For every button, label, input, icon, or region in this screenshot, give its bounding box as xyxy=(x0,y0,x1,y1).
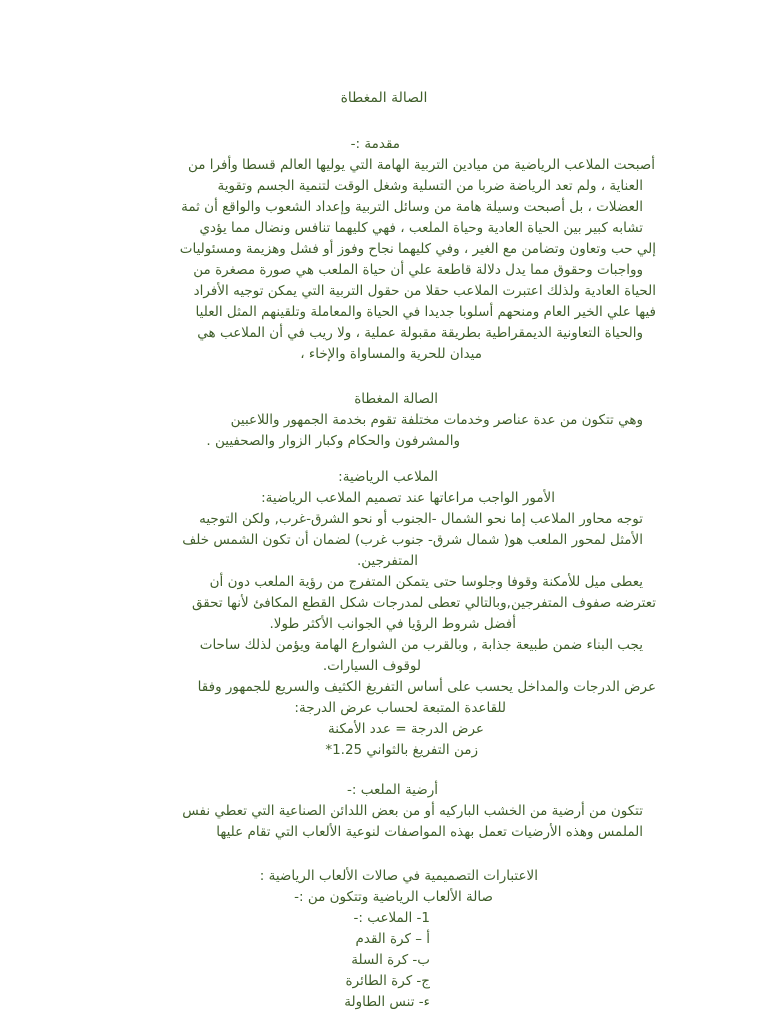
intro-line: والحياة التعاونية الديمقراطية بطريقة مقبولة عملية ، ولا ريب في أن الملاعب هي xyxy=(197,325,643,341)
fields-line: للقاعدة المتبعة لحساب عرض الدرجة: xyxy=(294,700,506,716)
hall-line: وهي تتكون من عدة عناصر وخدمات مختلفة تقوم بخدمة الجمهور واللاعبين xyxy=(230,412,643,428)
floor-heading: أرضية الملعب :- xyxy=(347,782,438,798)
floor-line: الملمس وهذه الأرضيات تعمل بهذه المواصفات لنوعية الألعاب التي تقام عليها xyxy=(216,824,643,840)
considerations-subheading: صالة الألعاب الرياضية وتتكون من :- xyxy=(294,889,493,905)
hall-line: والمشرفون والحكام وكبار الزوار والصحفيين . xyxy=(206,433,460,449)
fields-line: الأمور الواجب مراعاتها عند تصميم الملاعب الرياضية: xyxy=(261,490,555,506)
intro-line: الحياة العادية ولذلك اعتبرت الملاعب حقلا من حقول التربية التي يمكن توجيه الأفراد xyxy=(193,283,656,299)
intro-heading: مقدمة :- xyxy=(350,136,400,152)
hall-heading: الصالة المغطاة xyxy=(354,391,438,407)
intro-line: إلي حب وتعاون وتضامن مع الغير ، وفي كليهما نجاح وفوز أو فشل وهزيمة ومسئوليات xyxy=(179,241,656,257)
floor-line: تتكون من أرضية من الخشب الباركيه أو من بعض اللدائن الصناعية التي تعطي نفس xyxy=(182,803,643,819)
intro-line: تشابه كبير بين الحياة العادية وحياة الملعب ، فهي كليهما تنافس ونضال مما يؤدي xyxy=(199,220,643,236)
formula-line: عرض الدرجة = عدد الأمكنة xyxy=(328,721,484,737)
intro-line: وواجبات وحقوق مما يدل دلالة قاطعة علي أن حياة الملعب هي صورة مصغرة من xyxy=(193,262,643,278)
list-item: ب- كرة السلة xyxy=(351,952,430,968)
fields-line: لوقوف السيارات. xyxy=(322,658,421,674)
intro-line: العناية ، ولم تعد الرياضة ضربا من التسلية وشغل الوقت لتنمية الجسم وتقوية xyxy=(217,178,643,194)
list-item: ج- كرة الطائرة xyxy=(345,973,430,989)
list-item: ء- تنس الطاولة xyxy=(344,994,430,1010)
considerations-heading: الاعتبارات التصميمية في صالات الألعاب الرياضية : xyxy=(259,868,538,884)
fields-line: أفضل شروط الرؤيا في الجوانب الأكثر طولا. xyxy=(269,616,516,632)
intro-line: أصبحت الملاعب الرياضية من ميادين التربية الهامة التي يوليها العالم قسطا وأفرا من xyxy=(188,157,655,173)
intro-line: العضلات ، بل أصبحت وسيلة هامة من وسائل التربية وإعداد الشعوب والواقع أن ثمة xyxy=(181,199,643,215)
page-title: الصالة المغطاة xyxy=(340,90,428,106)
fields-line: عرض الدرجات والمداخل يحسب على أساس التفريغ الكثيف والسريع للجمهور وفقا xyxy=(197,679,656,695)
fields-line: يعطى ميل للأمكنة وقوفا وجلوسا حتى يتمكن المتفرج من رؤية الملعب دون أن xyxy=(209,574,643,590)
list-item: أ – كرة القدم xyxy=(355,931,430,947)
fields-line: تعترضه صفوف المتفرجين,وبالتالي تعطى لمدرجات شكل القطع المكافئ لأنها تحقق xyxy=(192,595,656,611)
intro-line: ميدان للحرية والمساواة والإخاء ، xyxy=(300,346,482,362)
fields-line: المتفرجين. xyxy=(356,553,418,569)
fields-line: الأمثل لمحور الملعب هو( شمال شرق- جنوب غرب) لضمان أن تكون الشمس خلف xyxy=(182,532,643,548)
intro-line: فيها علي الخير العام ومنحهم أسلوبا جديدا في الحياة والمعاملة وتلقينهم المثل العليا xyxy=(195,304,656,320)
fields-line: يجب البناء ضمن طبيعة جذابة , وبالقرب من الشوارع الهامة ويؤمن لذلك ساحات xyxy=(199,637,643,653)
formula-line: زمن التفريغ بالثواني 1.25* xyxy=(325,742,478,758)
list-heading: 1- الملاعب :- xyxy=(353,910,430,926)
fields-line: توجه محاور الملاعب إما نحو الشمال -الجنوب أو نحو الشرق-غرب, ولكن التوجيه xyxy=(199,511,643,527)
fields-heading: الملاعب الرياضية: xyxy=(338,469,438,485)
